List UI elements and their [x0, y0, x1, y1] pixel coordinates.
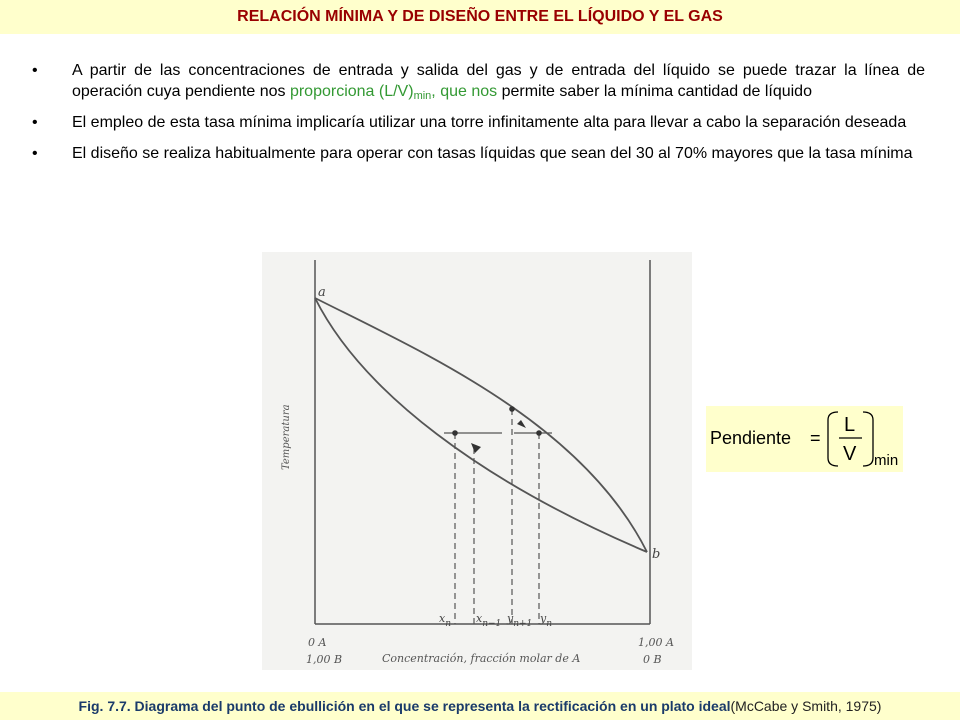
formula-equals: = [810, 428, 821, 448]
bullet-item-2 [30, 112, 925, 133]
tick-yn1: $y_{n+1}$ [507, 612, 533, 629]
point-yn [536, 430, 542, 436]
arrow-vapor-icon [517, 420, 526, 428]
tick-yn: $y_n$ [540, 612, 553, 629]
bullet-dot: • [32, 62, 38, 79]
arrow-liquid-icon [471, 443, 481, 453]
left-paren-icon [828, 412, 838, 466]
bullet-1-text-after: permite saber la mínima cantidad de líquido [497, 83, 812, 100]
liquid-curve [315, 298, 647, 552]
y-axis-label: Temperatura [281, 404, 292, 470]
point-xn [452, 430, 458, 436]
tick-xn: $x_n$ [439, 612, 452, 629]
tick-xn1: $x_{n-1}$ [476, 612, 502, 629]
bullet-2-text: El empleo de esta tasa mínima implicaría utilizar una torre infinitamente alta para llevar a cabo la separación deseada [72, 114, 907, 131]
x-axis-label: Concentración, fracción molar de A [382, 652, 581, 665]
bullet-1-highlight-sub: min [413, 90, 432, 102]
bullet-1-highlight [290, 83, 497, 100]
formula-label: Pendiente [710, 428, 792, 448]
bullet-dot: • [32, 114, 38, 131]
slope-formula [706, 406, 903, 472]
left-corner-label-1: 0 A [308, 636, 327, 649]
caption-source: (McCabe y Smith, 1975) [730, 698, 882, 714]
formula-numerator: L [844, 414, 856, 436]
formula-svg [706, 406, 903, 472]
boiling-point-diagram [262, 252, 692, 670]
formula-subscript: min [874, 452, 899, 469]
diagram-svg [262, 252, 692, 670]
point-b-label: b [652, 547, 661, 562]
slide-title: RELACIÓN MÍNIMA Y DE DISEÑO ENTRE EL LÍQUIDO Y EL GAS [237, 8, 723, 25]
caption-main: Fig. 7.7. Diagrama del punto de ebullición en el que se representa la rectificación en un plato ideal [78, 698, 731, 714]
right-paren-icon [863, 412, 873, 466]
right-corner-label-1: 1,00 A [638, 636, 674, 649]
formula-denominator: V [843, 443, 857, 465]
right-corner-label-2: 0 B [643, 653, 662, 666]
bullet-dot: • [32, 145, 38, 162]
point-yn1 [509, 406, 515, 412]
bullet-item-3 [30, 143, 925, 164]
bullet-list [30, 60, 925, 174]
bullet-1-highlight-tail: , que nos [431, 83, 498, 100]
bullet-item-1 [30, 60, 925, 102]
bullet-3-text: El diseño se realiza habitualmente para operar con tasas líquidas que sean del 30 al 70% mayores que la tasa mínima [72, 145, 913, 162]
bullet-1-highlight-text: proporciona (L/V) [289, 83, 414, 100]
figure-caption [0, 692, 960, 720]
title-bar [0, 0, 960, 34]
point-a-label: a [318, 285, 326, 300]
bullet-1-text-before: A partir de las concentraciones de entrada y salida del gas y de entrada del líquido se puede trazar la línea de operación cuya pendiente nos [72, 62, 925, 100]
left-corner-label-2: 1,00 B [306, 653, 343, 666]
vapor-curve [315, 298, 647, 552]
